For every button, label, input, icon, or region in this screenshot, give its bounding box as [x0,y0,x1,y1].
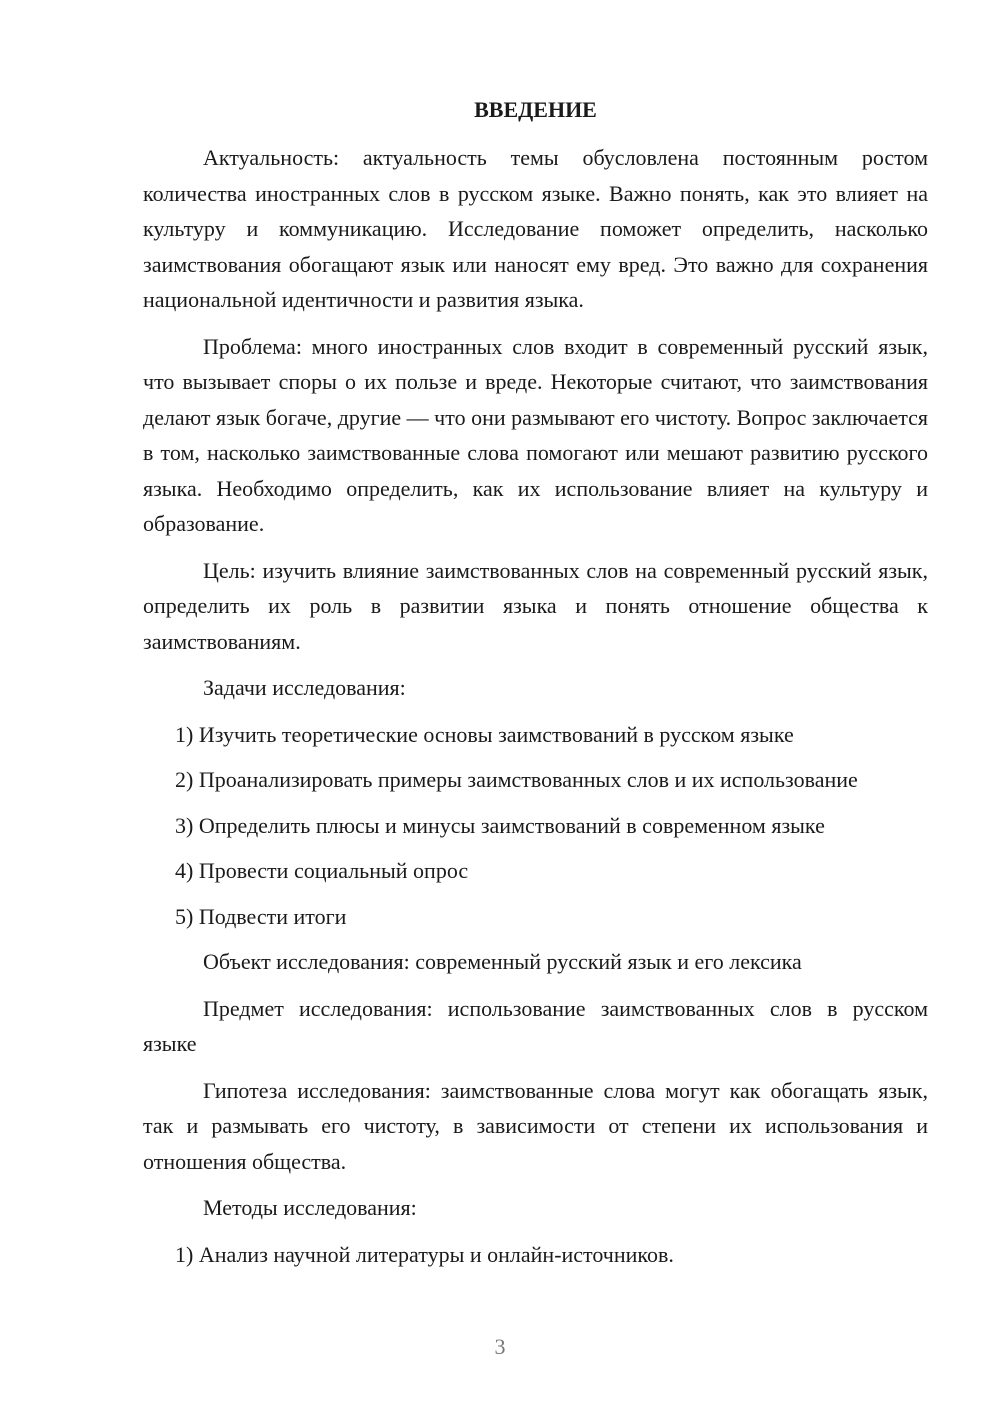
subject-paragraph: Предмет исследования: использование заимствованных слов в русском языке [143,995,928,1056]
methods-heading: Методы исследования: [203,1195,417,1220]
relevance-paragraph: Актуальность: актуальность темы обусловлена постоянным ростом количества иностранных слов в русском языке. Важно понять, как это влияет на культуру и коммуникацию. Исследование поможет определить, насколько заимствования обогащают язык или наносят ему вред. Это важно для сохранения национальной идентичности и развития языка. [143,145,928,312]
goal-paragraph: Цель: изучить влияние заимствованных слов на современный русский язык, определить их роль в развитии языка и понять отношение общества к заимствованиям. [143,557,928,654]
object-paragraph: Объект исследования: современный русский язык и его лексика [203,949,802,974]
section-title: ВВЕДЕНИЕ [474,97,597,122]
page-number: 3 [494,1334,506,1359]
task-item-1: 1) Изучить теоретические основы заимствований в русском языке [175,721,794,747]
method-item-1: 1) Анализ научной литературы и онлайн-источников. [175,1241,674,1267]
problem-paragraph: Проблема: много иностранных слов входит в современный русский язык, что вызывает споры о их пользе и вреде. Некоторые считают, что заимствования делают язык богаче, другие — что они размывают его чистоту. Вопрос заключается в том, насколько заимствованные слова помогают или мешают развитию русского языка. Необходимо определить, как их использование влияет на культуру и образование. [143,333,928,536]
tasks-heading: Задачи исследования: [203,675,406,700]
task-item-3: 3) Определить плюсы и минусы заимствований в современном языке [175,812,825,838]
task-item-4: 4) Провести социальный опрос [175,858,469,883]
document-page [143,92,928,1282]
hypothesis-paragraph: Гипотеза исследования: заимствованные слова могут как обогащать язык, так и размывать его чистоту, в зависимости от степени их использования и отношения общества. [143,1077,928,1174]
task-item-5: 5) Подвести итоги [175,903,347,929]
task-item-2: 2) Проанализировать примеры заимствованных слов и их использование [175,767,858,792]
